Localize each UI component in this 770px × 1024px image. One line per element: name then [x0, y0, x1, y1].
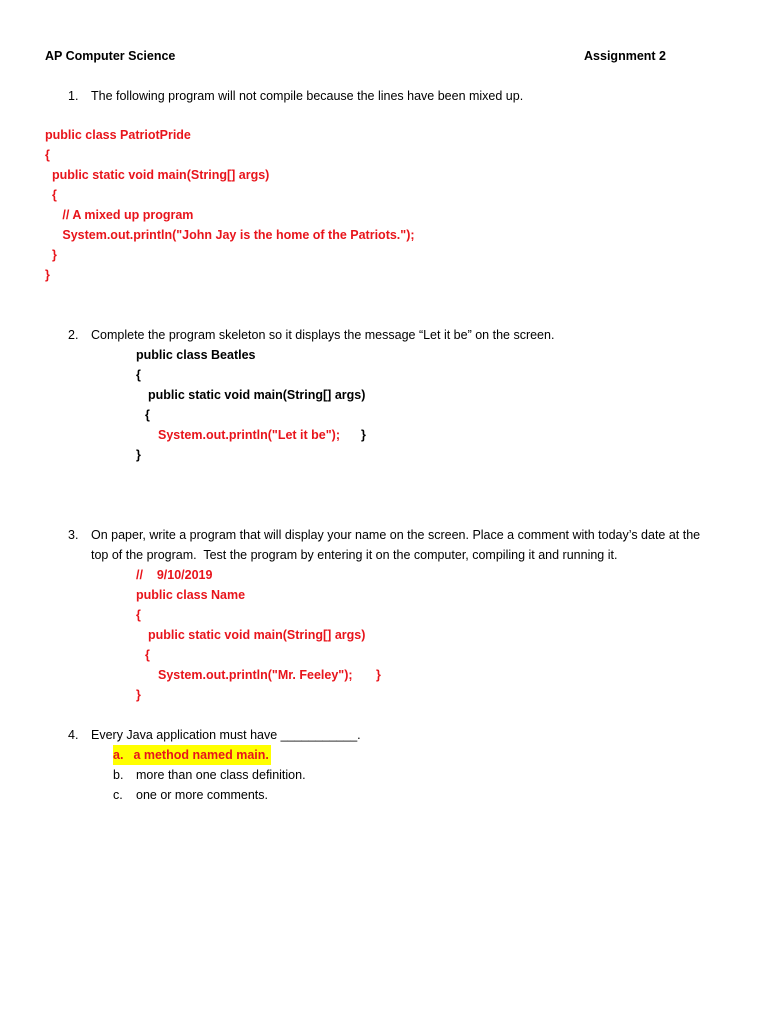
q1-code-line: } — [45, 268, 50, 282]
q3-code-println: System.out.println("Mr. Feeley"); — [158, 668, 353, 682]
q1-text: The following program will not compile because the lines have been mixed up. — [91, 89, 524, 103]
q3-code-inner-open: { — [145, 648, 150, 662]
q4-option-a — [113, 745, 271, 765]
q3-code-close-brace: } — [136, 688, 141, 702]
q4-option-b-letter: b. — [113, 768, 124, 782]
q1-code-line: { — [45, 148, 50, 162]
q3-code-class: public class Name — [136, 588, 246, 602]
q4-option-c-letter: c. — [113, 788, 123, 802]
q1-code-line: public class PatriotPride — [45, 128, 191, 142]
q1-code-line: public static void main(String[] args) — [45, 168, 270, 182]
q1-code-line: } — [45, 248, 57, 262]
q1-code-line: { — [45, 188, 57, 202]
q2-code-close-brace: } — [136, 448, 141, 462]
q3-code-open-brace: { — [136, 608, 141, 622]
q2-number: 2. — [68, 328, 79, 342]
q4-option-a-text: a method named main. — [133, 748, 269, 762]
q2-code-open-brace: { — [136, 368, 141, 382]
q4-text: Every Java application must have ___________. — [91, 728, 361, 742]
q3-code-comment: // 9/10/2019 — [136, 568, 213, 582]
course-title: AP Computer Science — [45, 49, 176, 63]
q2-code-class: public class Beatles — [136, 348, 256, 362]
q4-option-b-text: more than one class definition. — [136, 768, 306, 782]
q4-option-c-text: one or more comments. — [136, 788, 268, 802]
q3-text-line1: On paper, write a program that will display your name on the screen. Place a comment with today’s date at the — [91, 528, 701, 542]
q4-option-a-letter: a. — [113, 748, 124, 762]
q2-code-inner-open: { — [145, 408, 150, 422]
q3-text-line2: top of the program. Test the program by entering it on the computer, compiling it and running it. — [91, 548, 618, 562]
q3-number: 3. — [68, 528, 79, 542]
q1-number: 1. — [68, 89, 79, 103]
assignment-title: Assignment 2 — [584, 49, 666, 63]
q3-code-main: public static void main(String[] args) — [148, 628, 366, 642]
q4-number: 4. — [68, 728, 79, 742]
q1-code-line: System.out.println("John Jay is the home of the Patriots."); — [45, 228, 415, 242]
q2-code-main: public static void main(String[] args) — [148, 388, 366, 402]
q1-code-line: // A mixed up program — [45, 208, 194, 222]
q2-answer-println: System.out.println("Let it be"); — [158, 428, 340, 442]
q2-code-inner-close: } — [361, 428, 366, 442]
q2-text: Complete the program skeleton so it displays the message “Let it be” on the screen. — [91, 328, 555, 342]
q3-code-inner-close: } — [376, 668, 381, 682]
